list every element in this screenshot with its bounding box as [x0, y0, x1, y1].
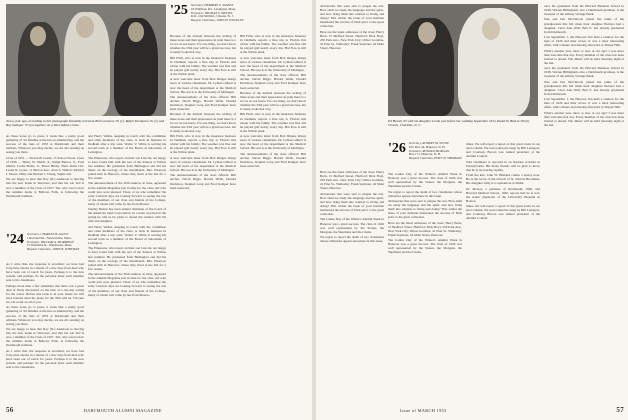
paragraph: times. We will report a report of that great event in our next column. We were taken the stage by Bill Lenneyer, and Courtney Brown was named president of the Alumni Council. [466, 204, 540, 221]
right-col-4 [544, 4, 624, 394]
paragraph: dictionaries that were sent to plague the rest. How shall we study the language and the spirit, and how bring them into relation to living and doing? This winter the issue of your institute mentioned the success of Dick prior to the great collection. [320, 191, 384, 217]
paragraph: The Emersons, who report on their son Lincoln, are happy to have found him with the rest of the Jenners at Wilton last summer. He graduated from Burlington and did his thesis on the ecology of the marshlands. Mrs. Emerson joined him in Hanover, where they lived at the Inn for a few weeks. [88, 155, 166, 181]
paragraph: We regret to report the death of two classmates whose obituaries appear elsewhere in this issue. [388, 189, 462, 198]
magazine-title: DARTMOUTH ALUMNI MAGAZINE [83, 408, 162, 413]
paragraph: The announcements of the class officers: Bill Archer, David Biggs, Harold Wells, Donald Davidson, Stephen Long and Fred Kemper have been reelected. [240, 73, 306, 90]
paragraph: We regret to report the death of two classmates whose obituaries appear elsewhere in this issue. [320, 234, 384, 244]
paragraph: Dr. McGee, a graduate of Dartmouth, 1926, and Harvard Medical School, 1930, reports that he is now the senior physician of the University Hospital in Boston. [466, 186, 540, 203]
paragraph: The announcements of the class officers: Bill Archer, David Biggs, Harold Wells, Donald Davidson, Stephen Long and Fred Kemper have been reelected. [170, 173, 236, 190]
paragraph: Bill Fitch, who is now in the insurance business in Dedham, reports a fine trip to Florida this winter with his family. The weather was fine and he played golf nearly every day. Hal Foss is still at the Wilton plant. [170, 134, 236, 155]
right-page-footer [320, 406, 624, 414]
paragraph: Bill Fitch, who is now in the insurance business in Dedham, reports a fine trip to Florida this winter with his family. The weather was fine and he played golf nearly every day. Hal Foss is still at the Wilton plant. [240, 34, 306, 55]
paragraph: times. We will report a report of that great event in our next column. We were taken the stage by Bill Lenneyer, and Courtney Brown was named president of the Alumni Council. [466, 142, 540, 159]
paragraph: What's another year, more or less, at our age? I was more than welcome that day. Every member of the class has been invited to attend. The dinner will be held Saturday night at the Inn. [544, 110, 624, 127]
paragraph: Last September 1, the Hanover Inn held a reunion for the men of 1926 and their wives. It was a most interesting affair, with a dinner and dancing afterward at Thayer Hall. [544, 35, 624, 48]
paragraph: The announcement of the 30th reunion, in June, appeared in the Alumni Magazine just in time for the class. All who could join were pleased. Those of us who remember the early Carnival days are looking forward to seeing the rest of the members of our class and friends of the College, many of whom will come by bus from Boston. [88, 181, 166, 206]
paragraph: Wes and Dot McCintock joined the ranks of the grandparents this fall when their daughter Barbara had a daughter. Carol Ann Olds: Bob E. has already graduated from Dartmouth. [544, 17, 624, 34]
face-right [128, 22, 144, 42]
page-number: 57 [616, 406, 624, 414]
paragraph: The Ladies Day of the Winter's Alumni Week in Hanover was a great success. The class of 1926 was well represented by the Stones, the Morgans, the Shermans and the Clarks. [388, 238, 462, 255]
paragraph: Wes and Dot McCintock joined the ranks of the grandparents this fall when their daughter Barbara had a daughter. Carol Ann Olds: Bob E. has already graduated from Dartmouth. [544, 79, 624, 96]
paragraph: We are happy to hear that Roy (N.) Anderson is moving into his new home in Westover, and that his son Ted is now a member of the Class of 1957. Ted, who was born in the summer home at Bellows Falls, is following the Dartmouth tradition. [6, 326, 84, 348]
paragraph: Tom Chambers is reported in an airplane accident in Pennsylvania. His many friends will be glad to know that he is recovering rapidly. [466, 159, 540, 172]
paragraph: The announcements of the class officers: Bill Archer, David Biggs, Harold Wells, Donald Davidson, Stephen Long and Fred Kemper have been reelected. [170, 94, 236, 112]
paragraph: and Harry Welles, keeping in touch with the committee and other members of the class, is back in business in Dedham after a trip west. Walter V. White is serving his second term as a member of the Board of Selectmen of Lexington. [88, 224, 166, 246]
face-father [418, 22, 436, 44]
class-26-header [388, 142, 464, 161]
class-number: '24 [6, 232, 24, 247]
class-24-header [6, 233, 86, 252]
paragraph: A new welcome letter from Bob Dingee brings news of various classmates. Dr. Lyman Gilbert is now the head of the department at the Medical School. His son is at the University of Michigan. [240, 134, 306, 151]
paragraph: We are happy to hear that Roy (N.) Anderson is moving into his new home in Westover, and that his son Ted is now a member of the Class of 1957. Ted, who was born in the summer home at Bellows Falls, is following the Dartmouth tradition. [6, 177, 84, 198]
paragraph: Bill Fitch, who is now in the insurance business in Dedham, reports a fine trip to Florida this winter with his family. The weather was fine and he played golf nearly every day. Hal Foss is still at the Wilton plant. [240, 112, 306, 133]
paragraph: As I write this, the response is excellent: we have had forty-nine checks in a matter of a few days from men who have been out of touch for years. Perhaps it is the new system, and perhaps it's the personal letter each member sent to his classmates. [6, 348, 84, 369]
wedding-photo-caption: Ed Hewitt '25 with his daughter Leslie just before her wedding September 18 to David W. Bird at Trinity Church, Charlotte, N. C. [388, 119, 530, 128]
paragraph: Because of the turmoil between the writing of these notes and their appearance in print there is a lot we do not know. For one thing, we don't know whether the 25th year will be a grand success, but it surely looks that way. [170, 112, 236, 133]
paragraph: Here are the latest addresses of the class: Harry Beck, 15 Bedford Street, Hartford; Dick Hoyt, 250 Park Ave., New York City; Oliver Gorsline, 41 Pine St., Wellesley; Frank Seymour, 42 Main Street, Hanover. [320, 29, 384, 51]
face-left [30, 26, 46, 46]
paragraph: and Harry Welles, keeping in touch with the committee and other members of the class, is back in business in Dedham after a trip west. Walter V. White is serving his second term as a member of the Board of Selectmen of Lexington. [88, 134, 166, 155]
left-page [0, 0, 312, 420]
paragraph: once the graduated from the Harvard Business School in 1938, Warren Billingham, also a Dartmouth graduate, is the treasurer of the Albany Savings Bank. [544, 66, 624, 79]
left-col-1b [6, 262, 84, 394]
right-page [316, 0, 628, 420]
class-number: '25 [170, 3, 188, 18]
wedding-photo [388, 4, 538, 116]
paragraph: The announcement of the 30th reunion, in June, appeared in the Alumni Magazine just in time for the class. All who could join were pleased. Those of us who remember the early Carnival days are looking forward to seeing the rest of the members of our class and friends of the College, many of whom will come by bus from Boston. [88, 272, 166, 297]
class-25-header [170, 4, 308, 23]
paragraph: Perhaps more than a few remember that there was a great deal of lively discussion on the idea of a one-day outing for the wives. Before this issue is in your hands we will have learned what the plans for the 35th will be. I'm sure we can count on all of you. [6, 283, 84, 305]
paragraph: dictionaries that were sent to plague the rest. How shall we study the language and the spirit, and how bring them into relation to living and doing? This winter the issue of your institute mentioned the success of Dick prior to the great collection. [320, 4, 384, 29]
paragraph: Last September 1, the Hanover Inn held a reunion for the men of 1926 and their wives. It was a most interesting affair, with a dinner and dancing afterward at Thayer Hall. [544, 97, 624, 110]
paragraph: Class of 1955 — Steven B. Leslie, 15 School Street. Class of 1956 — Henry W. Welch, Jr., Ralph Burton, Jr., Fred Martin, Leslie Bodle, Jr., Bruce Bixby. Theta Delta Chi: Lester R. Lyons, 11 Burton Ave.; Alan S. Walton; Richard J. Moore. Haity and Herbert J. Young, Sigma Chi. [6, 155, 84, 177]
paragraph: once the graduated from the Harvard Business School in 1938, Warren Billingham, also a Dartmouth graduate, is the treasurer of the Albany Savings Bank. [544, 4, 624, 17]
paragraph: What's another year, more or less, at our age? I was more than welcome that day. Every member of the class has been invited to attend. The dinner will be held Saturday night at the Inn. [544, 48, 624, 65]
paragraph: A new welcome letter from Bob Dingee brings news of various classmates. Dr. Lyman Gilbert is now the head of the department at the Medical School. His son is at the University of Michigan. [240, 55, 306, 72]
paragraph: As these notes go to press, it looks like a pretty good gathering of '24 families at the Inn on Alumni Day, and the success of the inns of 1953 at Dartmouth and their editions. Whatever you may decide, we are all counting on seeing you there. [6, 305, 84, 326]
paragraph: The Ladies Day of the Winter's Alumni Week in Hanover was a great success. The class of 1926 was well represented by the Stones, the Morgans, the Shermans and the Clarks. [320, 217, 384, 234]
class-officers: Secretary, CHARLES H. ALLEN 1 Ravenel Rd., Newtonville, Mass. Treasurer, WILLIAM A. MORRISON 15 Westfield St., Winchester, Mass. Bequest Chairman, JOHN B. WHITMAN [26, 232, 80, 252]
right-col-2 [388, 172, 462, 394]
paragraph: As these notes go to press, it looks like a pretty good gathering of '24 families at the Inn on Alumni Day, and the success of the inns of 1953 at Dartmouth and their editions. Whatever you may decide, we are all counting on seeing you there. [6, 134, 84, 155]
paragraph: dictionaries that were sent to plague the rest. How shall we study the language and the spirit, and how bring them into relation to living and doing? This winter the issue of your institute mentioned the success of Dick prior to the great collection. [388, 198, 462, 220]
left-page-footer [6, 406, 306, 414]
page-number: 56 [6, 406, 14, 414]
class-officers: Secretary, HERBERT S. TALBOT 18 Winthrop Rd., Lexington, Mass. Treasurer, TRUMAN T. METZEL R.D., Old Mill Rd., Chester, N. J. Bequest Chairman, JOHN H. WOOLLEY [190, 3, 244, 23]
paragraph: As I write this, the response is excellent: we have had forty-nine checks in a matter of a few days from men who have been out of touch for years. Perhaps it is the new system, and perhaps it's the personal letter each member sent to his classmates. [6, 262, 84, 283]
paragraph: Here are the latest addresses of the class: Harry Beck, 15 Bedford Street, Hartford; Dick Hoyt, 250 Park Ave., New York City; Oliver Gorsline, 41 Pine St., Wellesley; Frank Seymour, 42 Main Street, Hanover. [388, 220, 462, 237]
left-col-1 [6, 134, 84, 229]
face-bride [482, 18, 500, 40]
paragraph: Because of the turmoil between the writing of these notes and their appearance in print there is a lot we do not know. For one thing, we don't know whether the 25th year will be a grand success, but it surely looks that way. [170, 34, 236, 55]
paragraph: From the Rev. John W. Hulburd comes a newsy note. He is the rector of the Church of St. John in Brookline. His daughter Sally is a sophomore at Smith. [466, 173, 540, 186]
class-number: '26 [388, 141, 406, 156]
paragraph: The Emersons, who report on their son Lincoln, are happy to have found him with the rest of the Jenners at Wilton last summer. He graduated from Burlington and did his thesis on the ecology of the marshlands. Mrs. Emerson joined him in Hanover, where they lived at the Inn for a few weeks. [88, 246, 166, 271]
left-col-3 [170, 34, 236, 394]
left-col-4 [240, 34, 306, 394]
right-col-1b [320, 170, 384, 394]
paragraph: The announcements of the class officers: Bill Archer, David Biggs, Harold Wells, Donald Davidson, Stephen Long and Fred Kemper have been reelected. [240, 151, 306, 168]
paragraph: Stanley Hazen has been named chairman of the board of the American Steel Corporation. In a letter received in the spring he told us he plans to attend the reunion with his wife and daughter. [88, 207, 166, 224]
right-col-1 [320, 4, 384, 166]
cruise-photo-caption: Just a year ago, according to this photograph belatedly received, Boris Lenosse '01 (c), Ralph Thompson '01 (r) and Roy Salinger '37 got together on a West Indian cruise. [6, 119, 164, 128]
paragraph: The Ladies Day of the Winter's Alumni Week in Hanover was a great success. The class of 1926 was well represented by the Stones, the Morgans, the Shermans and the Clarks. [388, 172, 462, 189]
issue-date: Issue of MARCH 1953 [400, 408, 447, 413]
face-center [76, 16, 94, 38]
paragraph: Bill Fitch, who is now in the insurance business in Dedham, reports a fine trip to Florida this winter with his family. The weather was fine and he played golf nearly every day. Hal Foss is still at the Wilton plant. [170, 55, 236, 77]
left-col-2 [88, 134, 166, 394]
paragraph: Here are the latest addresses of the class: Harry Beck, 15 Bedford Street, Hartford; Dick Hoyt, 250 Park Ave., New York City; Oliver Gorsline, 41 Pine St., Wellesley; Frank Seymour, 42 Main Street, Hanover. [320, 170, 384, 191]
right-col-3 [466, 142, 540, 394]
cruise-photo [6, 4, 166, 116]
paragraph: Because of the turmoil between the writing of these notes and their appearance in print there is a lot we do not know. For one thing, we don't know whether the 25th year will be a grand success, but it surely looks that way. [240, 90, 306, 112]
paragraph: A new welcome letter from Bob Dingee brings news of various classmates. Dr. Lyman Gilbert is now the head of the department at the Medical School. His son is at the University of Michigan. [170, 77, 236, 94]
paragraph: A new welcome letter from Bob Dingee brings news of various classmates. Dr. Lyman Gilbert is now the head of the department at the Medical School. His son is at the University of Michigan. [170, 155, 236, 173]
class-officers: Secretary, ROBERT M. STONE P.O. Box 44, Hanover, N. H. Treasurer, RONALD MORGAN Box 171, Hanover, N. H. Bequest Chairman, HOYT W. SHERMAN [408, 141, 462, 161]
